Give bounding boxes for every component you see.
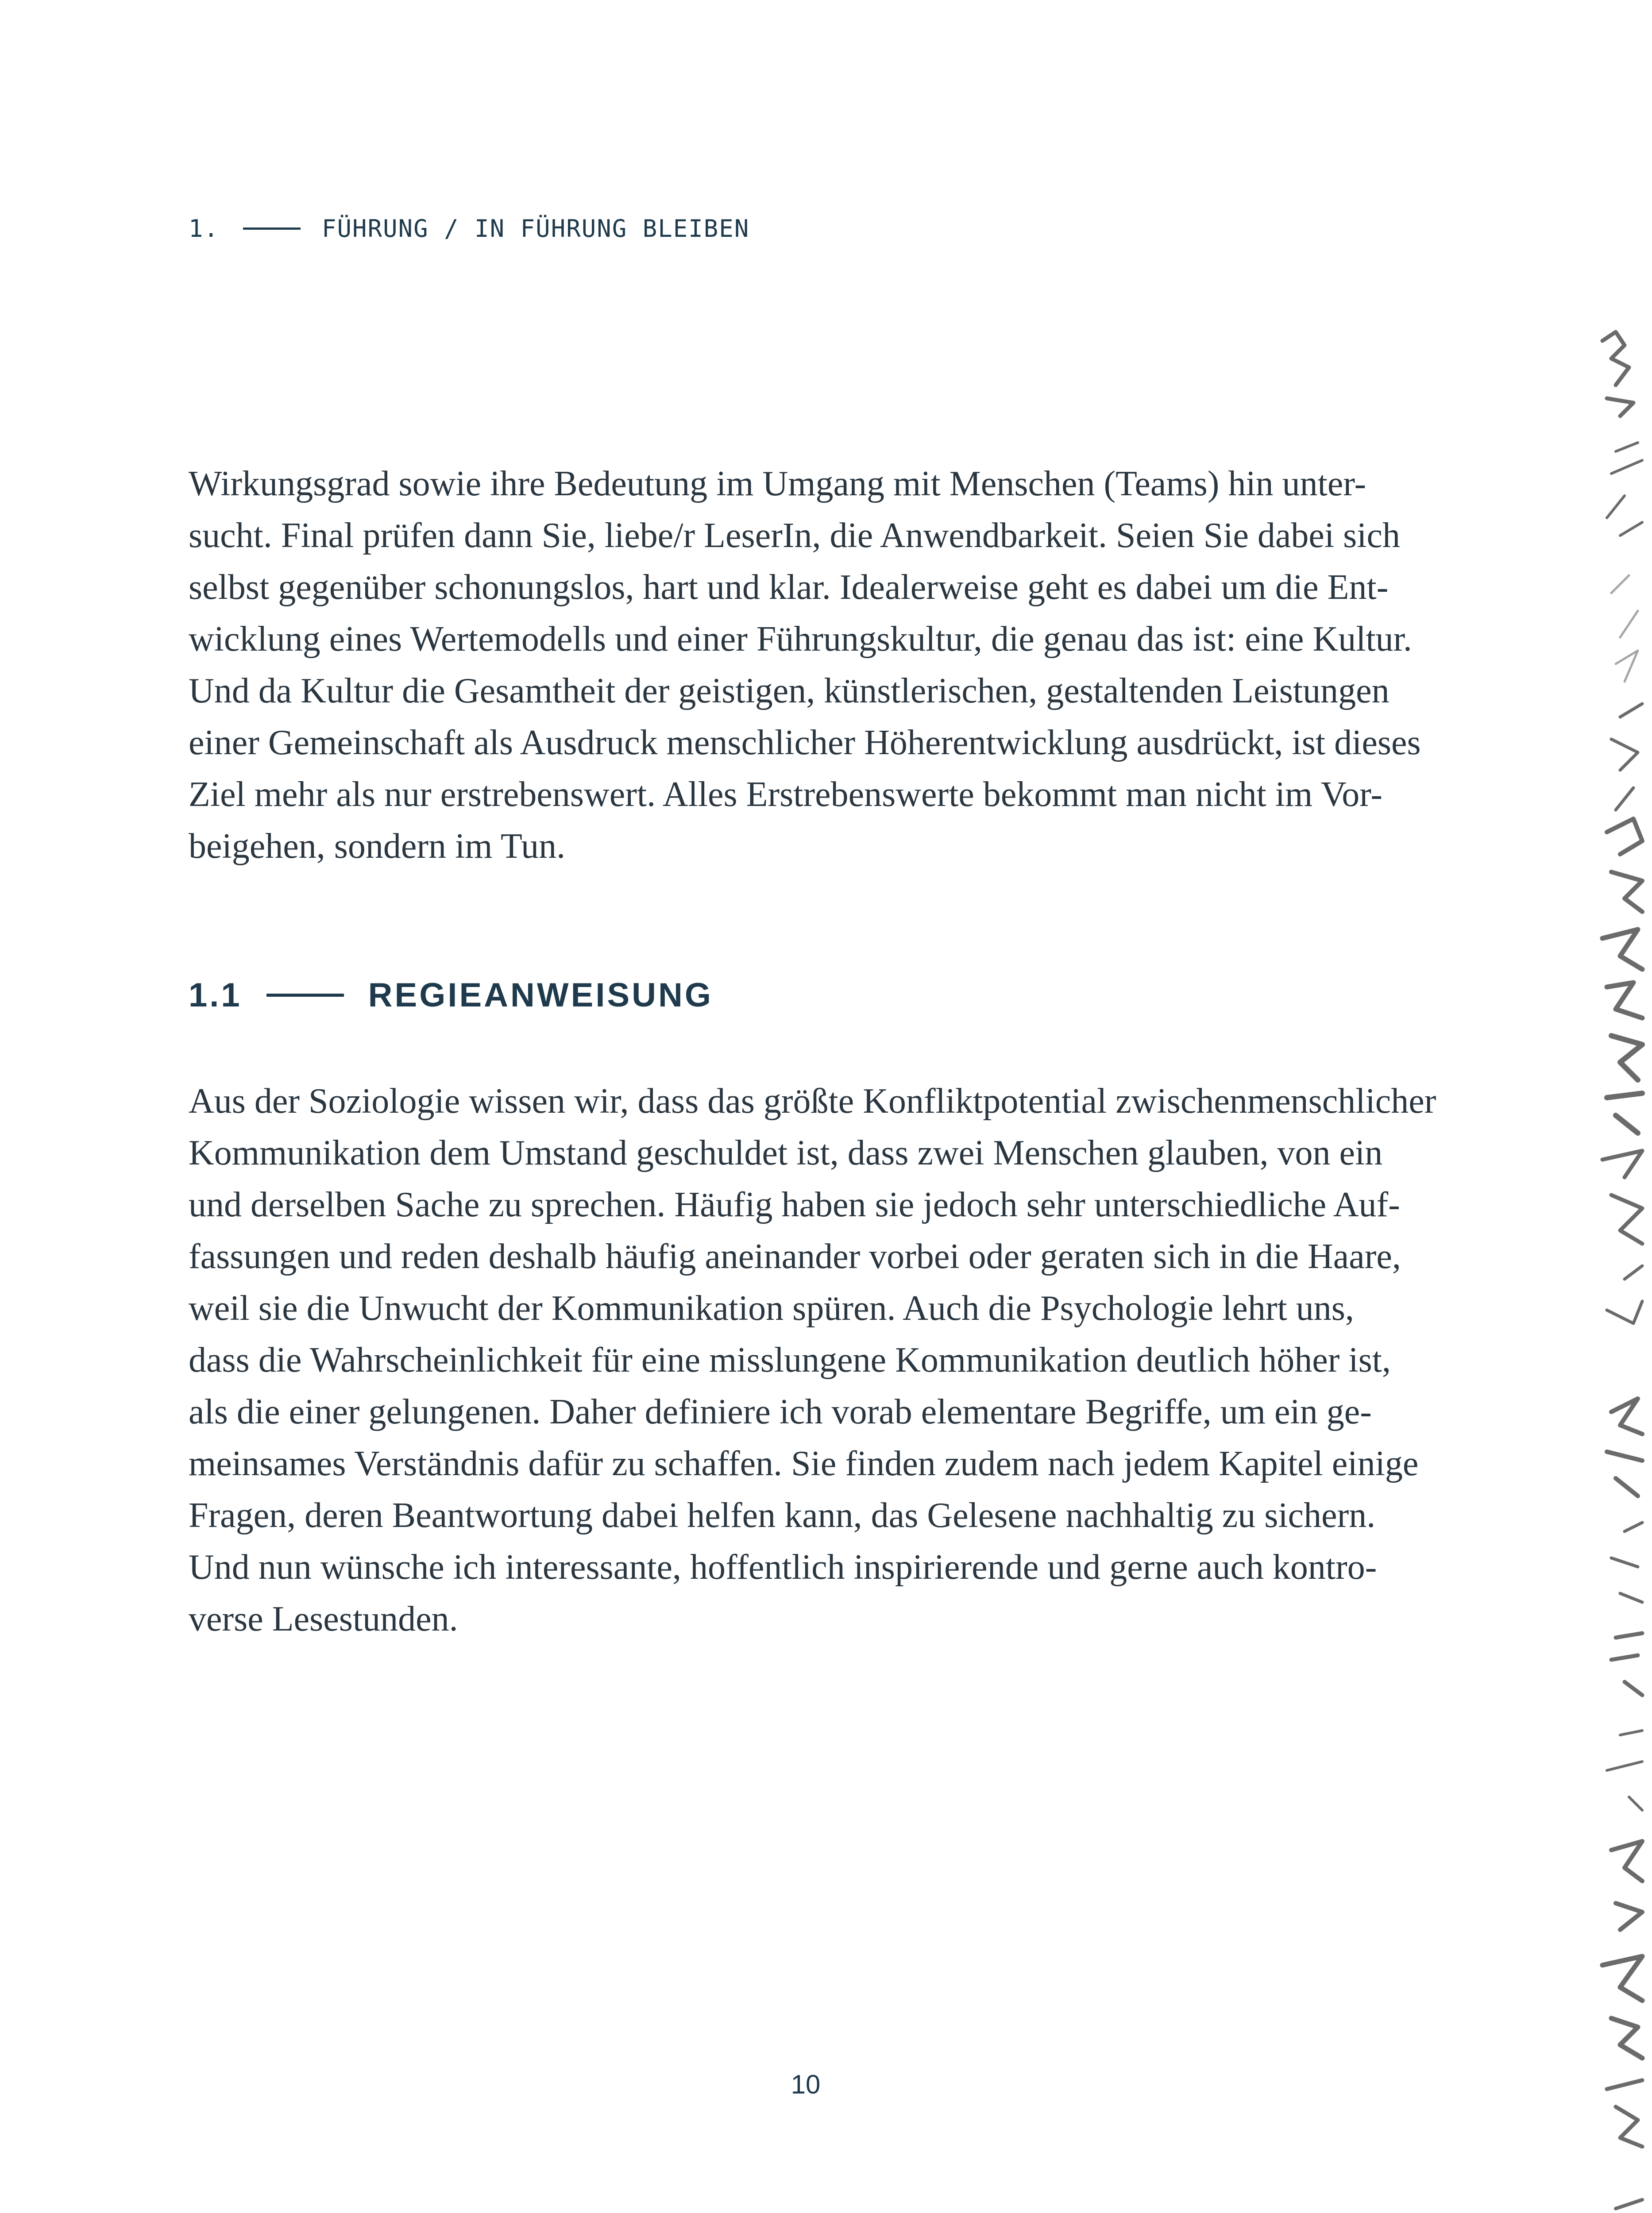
- text-line: Wirkungsgrad sowie ihre Bedeutung im Umgang mit Menschen (Teams) hin unter-: [189, 464, 1366, 503]
- text-line: selbst gegenüber schonungslos, hart und klar. Idealerweise geht es dabei um die Ent-: [189, 568, 1389, 607]
- text-line: fassungen und reden deshalb häufig aneinander vorbei oder geraten sich in die Haare,: [189, 1237, 1401, 1276]
- section-heading-rule: [266, 994, 344, 997]
- text-line: Und da Kultur die Gesamtheit der geistigen, künstlerischen, gestaltenden Leistungen: [189, 671, 1390, 710]
- text-line: dass die Wahrscheinlichkeit für eine misslungene Kommunikation deutlich höher ist,: [189, 1341, 1391, 1380]
- text-line: und derselben Sache zu sprechen. Häufig haben sie jedoch sehr unterschiedliche Auf-: [189, 1185, 1400, 1224]
- running-head-number: 1.: [189, 215, 220, 243]
- text-line: verse Lesestunden.: [189, 1600, 458, 1639]
- margin-pencil-drawing: [1576, 328, 1652, 2213]
- text-line: Ziel mehr als nur erstrebenswert. Alles Erstrebenswerte bekommt man nicht im Vor-: [189, 775, 1382, 814]
- running-head: [189, 215, 749, 243]
- section-heading: [189, 976, 713, 1014]
- body-paragraph-intro: [189, 458, 1424, 872]
- text-line: weil sie die Unwucht der Kommunikation spüren. Auch die Psychologie lehrt uns,: [189, 1289, 1354, 1328]
- text-line: meinsames Verständnis dafür zu schaffen. Sie finden zudem nach jedem Kapitel einige: [189, 1444, 1419, 1483]
- page-number: 10: [791, 2070, 821, 2099]
- running-head-title: FÜHRUNG / IN FÜHRUNG BLEIBEN: [322, 215, 750, 243]
- text-line: wicklung eines Wertemodells und einer Führungskultur, die genau das ist: eine Kultur.: [189, 620, 1412, 659]
- text-line: Fragen, deren Beantwortung dabei helfen kann, das Gelesene nachhaltig zu sichern.: [189, 1496, 1376, 1535]
- text-line: einer Gemeinschaft als Ausdruck menschlicher Höherentwicklung ausdrückt, ist dieses: [189, 723, 1421, 762]
- body-paragraph-regieanweisung: [189, 1076, 1436, 1645]
- text-line: sucht. Final prüfen dann Sie, liebe/r LeserIn, die Anwendbarkeit. Seien Sie dabei sich: [189, 516, 1401, 555]
- text-line: beigehen, sondern im Tun.: [189, 827, 566, 866]
- section-title: REGIEANWEISUNG: [368, 976, 714, 1014]
- text-line: Kommunikation dem Umstand geschuldet ist, dass zwei Menschen glauben, von ein: [189, 1133, 1383, 1172]
- text-line: als die einer gelungenen. Daher definiere ich vorab elementare Begriffe, um ein ge-: [189, 1392, 1372, 1431]
- text-line: Aus der Soziologie wissen wir, dass das größte Konfliktpotential zwischenmenschlicher: [189, 1082, 1436, 1121]
- running-head-rule: [243, 227, 301, 230]
- section-number: 1.1: [189, 976, 242, 1014]
- text-line: Und nun wünsche ich interessante, hoffentlich inspirierende und gerne auch kontro-: [189, 1548, 1377, 1587]
